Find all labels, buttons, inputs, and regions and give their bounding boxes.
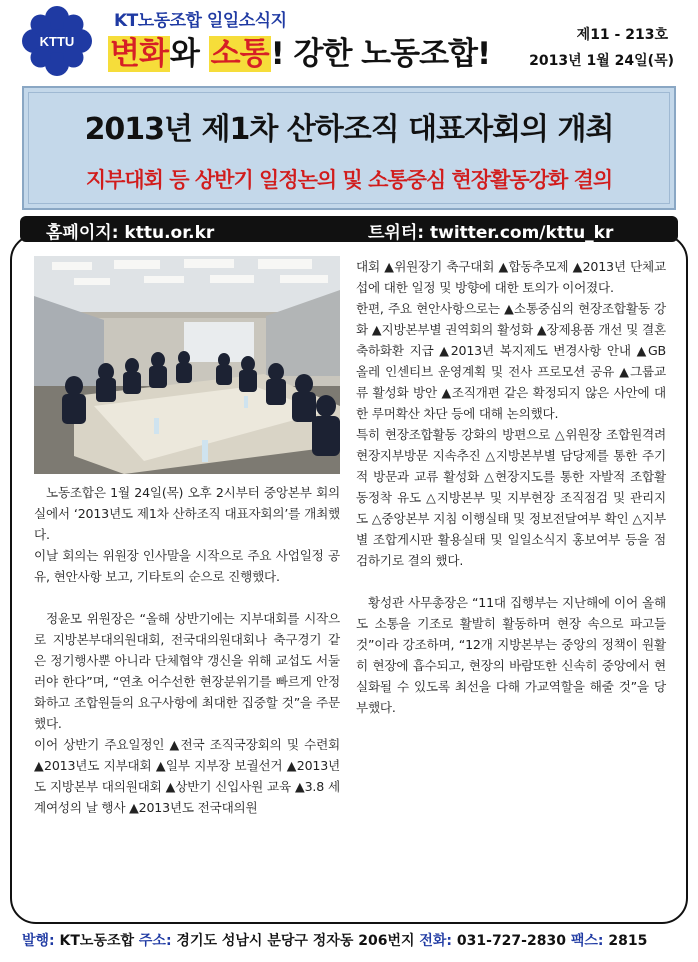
article-paragraph: 황성관 사무총장은 “11대 집행부는 지난해에 이어 올해도 소통을 기조로 활발히 활동하며 현장 속으로 파고들 것”이라 강조하며, “12개 지방본부는 중앙의 정책이 원활히 현장에 흡수되고, 현장의 바람또한 신속히 중앙에서 현실화될 수 있도록 최선을 다해 가교역할을 해줄 것”을 당부했다. [356, 595, 666, 715]
issue-number: 제11 - 213호 [576, 27, 668, 43]
article-paragraph: 특히 현장조합활동 강화의 방편으로 △위원장 조합원격려 현장지부방문 지속추진 △지방본부별 담당제를 통한 주기적 방문과 교류 활성화 △현장지도를 통한 자발적 조합활동정착 유도 △지방본부 및 지부현장 조직점검 및 관리지도 △중앙본부 지침 이행실태 및 정보전달여부 확인 △지부별 조합게시판 활용실태 및 일일소식지 홍보여부 등을 점검하기로 결의 했다. [356, 427, 666, 568]
fax-value: 2815 [603, 933, 648, 949]
twitter-link[interactable]: 트위터: twitter.com/kttu_kr [368, 223, 614, 243]
article-left-column [34, 482, 340, 818]
newsletter-kicker: KT노동조합 일일소식지 [114, 11, 287, 31]
publisher-name: KT노동조합 [54, 933, 139, 949]
meeting-photo [34, 256, 340, 474]
article-right-column [356, 256, 666, 718]
article-paragraph: 이날 회의는 위원장 인사말을 시작으로 주요 사업일정 공유, 현안사항 보고, 기타토의 순으로 진행했다. [34, 548, 340, 584]
fax-label: 팩스: [570, 933, 604, 949]
address-label: 주소: [138, 933, 172, 949]
logo-text: KTTU [39, 34, 75, 49]
slogan-tail: ! 강한 노동조합! [270, 36, 491, 72]
publisher-footer [22, 930, 647, 950]
address-value: 경기도 성남시 분당구 정자동 206번지 [171, 933, 420, 949]
publisher-label: 발행: [22, 933, 55, 949]
slogan-conj: 와 [169, 36, 209, 72]
article-paragraph: 정윤모 위원장은 “올해 상반기에는 지부대회를 시작으로 지방본부대의원대회, 전국대의원대회나 축구경기 같은 정기행사뿐 아니라 단체협약 갱신을 위해 교섭도 서둘러야 한다”며, “연초 어수선한 현장분위기를 빠르게 안정화하고 조합원들의 요구사항에 최대한 집중할 것”을 주문했다. [34, 611, 340, 731]
headline-box [22, 86, 676, 210]
article-paragraph: 노동조합은 1월 24일(목) 오후 2시부터 중앙본부 회의실에서 ‘2013년도 제1차 산하조직 대표자회의’를 개최했다. [34, 485, 340, 542]
slogan-word-communication: 소통 [210, 36, 269, 72]
link-bar [20, 216, 678, 242]
article-paragraph: 이어 상반기 주요일정인 ▲전국 조직국장회의 및 수련회 ▲2013년도 지부대회 ▲일부 지부장 보궐선거 ▲2013년도 지방본부 대의원대회 ▲상반기 신입사원 교육 ▲3.8 세계여성의 날 행사 ▲2013년도 전국대의원 [34, 737, 340, 815]
headline-subtitle: 지부대회 등 상반기 일정논의 및 소통중심 현장활동강화 결의 [85, 168, 613, 192]
article-paragraph: 한편, 주요 현안사항으로는 ▲소통중심의 현장조합활동 강화 ▲지방본부별 권역회의 활성화 ▲장제용품 개선 및 결혼 축하화환 지급 ▲2013년 복지제도 변경사항 안내 ▲GB 올레 인센티브 운영계획 및 전사 프로모션 공유 ▲그룹교류 활성화 방안 ▲조직개편 같은 확정되지 않은 사안에 대한 루머확산 차단 등에 대해 논의했다. [356, 301, 666, 421]
phone-label: 전화: [419, 933, 453, 949]
slogan [108, 28, 490, 73]
issue-date: 2013년 1월 24일(목) [529, 53, 674, 69]
article-paragraph: 대회 ▲위원장기 축구대회 ▲합동추모제 ▲2013년 단체교섭에 대한 일정 및 방향에 대한 토의가 이어졌다. [356, 259, 666, 295]
slogan-word-change: 변화 [110, 36, 168, 72]
kttu-logo [22, 6, 92, 76]
headline-title: 2013년 제1차 산하조직 대표자회의 개최 [84, 112, 614, 147]
phone-value: 031-727-2830 [452, 933, 571, 949]
homepage-link[interactable]: 홈페이지: kttu.or.kr [46, 223, 215, 243]
